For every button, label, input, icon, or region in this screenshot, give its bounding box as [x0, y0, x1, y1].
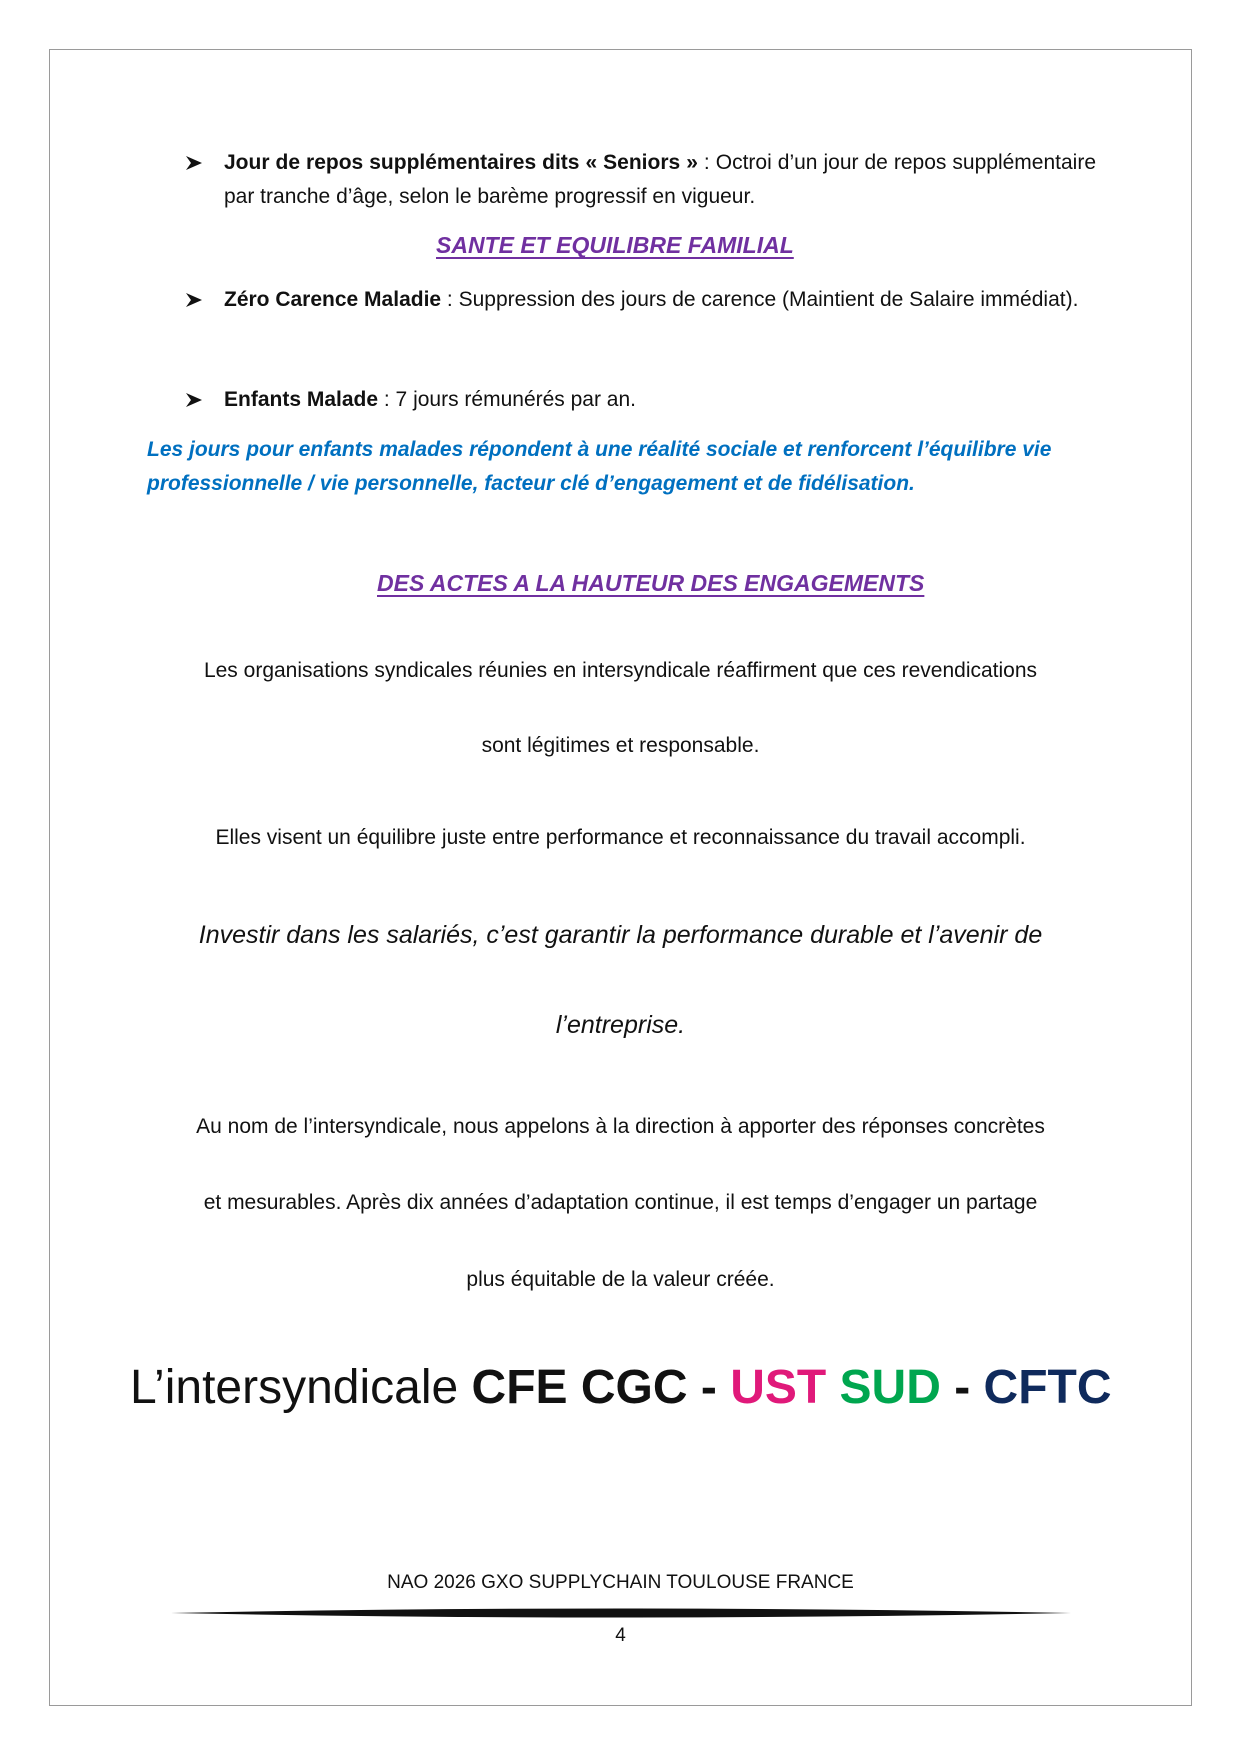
signature-separator: - — [940, 1361, 984, 1414]
page-number: 4 — [615, 1625, 626, 1646]
signature-cfe-cgc: CFE CGC — [471, 1361, 688, 1414]
paragraph-2: Elles visent un équilibre juste entre performance et reconnaissance du travail accompli. — [215, 826, 1026, 849]
signature-sud: SUD — [839, 1361, 941, 1414]
arrow-bullet-icon — [186, 146, 208, 180]
bullet-enfants — [186, 383, 1096, 417]
footer-divider — [171, 1608, 1071, 1618]
bullet-enfants-title: Enfants Malade — [224, 388, 379, 411]
paragraph-3-line-1: Au nom de l’intersyndicale, nous appelons à la direction à apporter des réponses concrètes — [196, 1115, 1045, 1138]
bullet-seniors-title: Jour de repos supplémentaires dits « Seniors » — [224, 151, 698, 174]
bullet-enfants-text: : 7 jours rémunérés par an. — [378, 388, 637, 411]
enfants-malades-note — [147, 433, 1107, 501]
signature-prefix: L’intersyndicale — [130, 1361, 472, 1414]
section-title-sante: SANTE ET EQUILIBRE FAMILIAL — [436, 232, 794, 258]
bullet-carence-text: : Suppression des jours de carence (Maintient de Salaire immédiat). — [441, 288, 1079, 311]
bullet-seniors-text: : Octroi d’un jour de repos supplémentaire par tranche d’âge, selon le barème progressif en vigueur. — [224, 151, 1096, 208]
signature-space — [826, 1361, 839, 1414]
bullet-carence — [186, 283, 1096, 317]
signature-separator: - — [687, 1361, 731, 1414]
paragraph-1-line-1: Les organisations syndicales réunies en intersyndicale réaffirment que ces revendications — [203, 659, 1038, 682]
signature-intersyndicale — [130, 1358, 1111, 1418]
signature-ust: UST — [730, 1361, 827, 1414]
quote-line-1: Investir dans les salariés, c’est garantir la performance durable et l’avenir de — [198, 921, 1043, 949]
bullet-seniors — [186, 146, 1096, 214]
paragraph-1-line-2: sont légitimes et responsable. — [481, 734, 760, 757]
arrow-bullet-icon — [186, 283, 208, 317]
signature-cftc: CFTC — [983, 1361, 1112, 1414]
note-line-2: professionnelle / vie personnelle, facteur clé d’engagement et de fidélisation. — [147, 472, 915, 495]
quote-line-2: l’entreprise. — [555, 1011, 686, 1039]
paragraph-3-line-3: plus équitable de la valeur créée. — [466, 1268, 775, 1291]
section-title-actes: DES ACTES A LA HAUTEUR DES ENGAGEMENTS — [377, 570, 925, 596]
note-line-1: Les jours pour enfants malades répondent à une réalité sociale et renforcent l’équilibre vie — [147, 438, 1052, 461]
arrow-bullet-icon — [186, 383, 208, 417]
paragraph-3-line-2: et mesurables. Après dix années d’adaptation continue, il est temps d’engager un partage — [203, 1191, 1038, 1214]
footer-text: NAO 2026 GXO SUPPLYCHAIN TOULOUSE FRANCE — [387, 1572, 854, 1593]
bullet-carence-title: Zéro Carence Maladie — [224, 288, 442, 311]
